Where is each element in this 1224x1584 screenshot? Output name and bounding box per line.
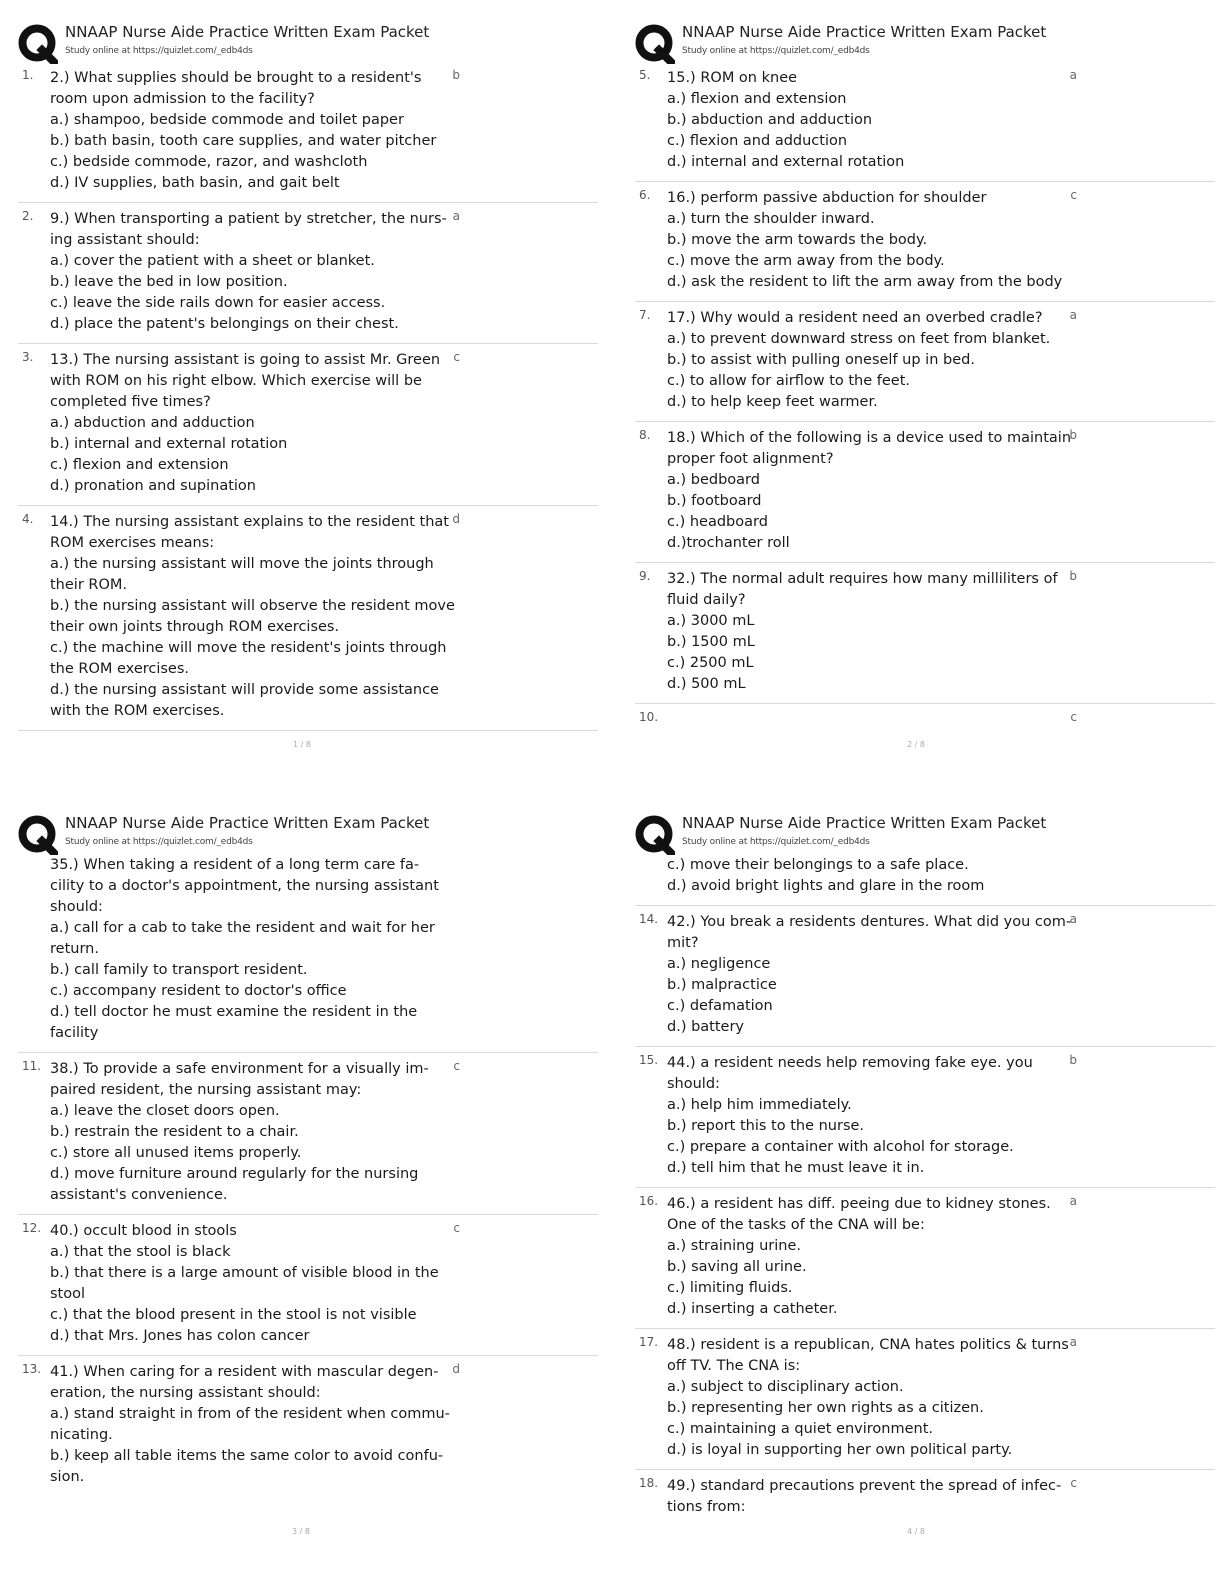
question-number: 14. bbox=[639, 912, 659, 926]
answer-option: b.) report this to the nurse. bbox=[667, 1118, 865, 1134]
answer-key: a bbox=[1069, 68, 1077, 82]
page-number: 1 / 8 bbox=[293, 740, 311, 749]
answer-option: c.) flexion and adduction bbox=[667, 133, 848, 149]
answer-key: a bbox=[1069, 1335, 1077, 1349]
answer-option: d.) avoid bright lights and glare in the room bbox=[667, 878, 985, 894]
answer-key: c bbox=[1070, 188, 1077, 202]
answer-option: d.) that Mrs. Jones has colon cancer bbox=[50, 1328, 310, 1344]
page-number: 2 / 8 bbox=[907, 740, 925, 749]
page-header bbox=[18, 22, 598, 62]
question-card bbox=[18, 62, 598, 203]
question-text bbox=[667, 1188, 1062, 1328]
question-line: should: bbox=[667, 1076, 720, 1092]
question-text bbox=[667, 906, 1072, 1046]
question-number: 13. bbox=[22, 1362, 42, 1376]
page-number: 4 / 8 bbox=[907, 1527, 925, 1536]
answer-key: a bbox=[452, 209, 460, 223]
answer-key: b bbox=[1069, 428, 1077, 442]
question-line: 35.) When taking a resident of a long term care fa- bbox=[50, 857, 420, 873]
answer-option: c.) move the arm away from the body. bbox=[667, 253, 945, 269]
page-number: 3 / 8 bbox=[292, 1527, 310, 1536]
answer-option: b.) internal and external rotation bbox=[50, 436, 288, 452]
study-link[interactable]: Study online at https://quizlet.com/_edb4ds bbox=[65, 46, 253, 56]
question-card bbox=[635, 182, 1215, 302]
answer-option: c.) the machine will move the resident's joints through bbox=[50, 640, 447, 656]
answer-key: c bbox=[453, 1059, 460, 1073]
answer-option: c.) that the blood present in the stool is not visible bbox=[50, 1307, 417, 1323]
answer-option: a.) to prevent downward stress on feet from blanket. bbox=[667, 331, 1051, 347]
question-text bbox=[667, 563, 1062, 703]
page-2 bbox=[635, 22, 1215, 749]
answer-key: b bbox=[1069, 569, 1077, 583]
answer-option: a.) bedboard bbox=[667, 472, 760, 488]
answer-option: nicating. bbox=[50, 1427, 113, 1443]
question-text bbox=[667, 62, 1062, 181]
question-number: 3. bbox=[22, 350, 34, 364]
answer-option: a.) flexion and extension bbox=[667, 91, 847, 107]
question-card bbox=[18, 344, 598, 506]
question-card bbox=[635, 302, 1215, 422]
answer-key: a bbox=[1069, 912, 1077, 926]
question-line: 18.) Which of the following is a device used to maintain bbox=[667, 430, 1072, 446]
quizlet-logo-icon bbox=[18, 24, 58, 64]
question-number: 17. bbox=[639, 1335, 659, 1349]
answer-option: a.) help him immediately. bbox=[667, 1097, 852, 1113]
answer-option: assistant's convenience. bbox=[50, 1187, 228, 1203]
question-line: 32.) The normal adult requires how many milliliters of bbox=[667, 571, 1058, 587]
answer-option: b.) saving all urine. bbox=[667, 1259, 807, 1275]
question-text bbox=[667, 422, 1072, 562]
answer-option: return. bbox=[50, 941, 99, 957]
answer-key: c bbox=[1070, 1476, 1077, 1490]
answer-option: b.) footboard bbox=[667, 493, 762, 509]
question-line: 40.) occult blood in stools bbox=[50, 1223, 237, 1239]
question-number: 7. bbox=[639, 308, 651, 322]
question-line: 48.) resident is a republican, CNA hates politics & turns bbox=[667, 1337, 1069, 1353]
answer-option: b.) that there is a large amount of visible blood in the bbox=[50, 1265, 439, 1281]
page-header bbox=[18, 813, 598, 853]
question-card bbox=[635, 1329, 1215, 1470]
question-line: 14.) The nursing assistant explains to the resident that bbox=[50, 514, 449, 530]
question-line: 17.) Why would a resident need an overbed cradle? bbox=[667, 310, 1043, 326]
answer-option: a.) cover the patient with a sheet or blanket. bbox=[50, 253, 375, 269]
answer-option: a.) the nursing assistant will move the joints through bbox=[50, 556, 434, 572]
quizlet-logo-icon bbox=[635, 815, 675, 855]
page-title: NNAAP Nurse Aide Practice Written Exam Packet bbox=[682, 23, 1047, 41]
answer-option: a.) abduction and adduction bbox=[50, 415, 255, 431]
answer-option: c.) limiting fluids. bbox=[667, 1280, 793, 1296]
answer-option: b.) call family to transport resident. bbox=[50, 962, 308, 978]
question-card bbox=[635, 422, 1215, 563]
question-line: 41.) When caring for a resident with mascular degen- bbox=[50, 1364, 439, 1380]
answer-key: c bbox=[453, 1221, 460, 1235]
answer-option: d.) internal and external rotation bbox=[667, 154, 905, 170]
answer-option: sion. bbox=[50, 1469, 85, 1485]
card-list bbox=[635, 853, 1215, 1526]
answer-option: b.) to assist with pulling oneself up in bed. bbox=[667, 352, 975, 368]
question-text bbox=[667, 302, 1062, 421]
question-text bbox=[667, 1047, 1062, 1187]
answer-option: d.) place the patent's belongings on their chest. bbox=[50, 316, 399, 332]
answer-option: with the ROM exercises. bbox=[50, 703, 225, 719]
question-line: cility to a doctor's appointment, the nursing assistant bbox=[50, 878, 439, 894]
answer-option: b.) keep all table items the same color to avoid confu- bbox=[50, 1448, 444, 1464]
card-list bbox=[18, 62, 598, 731]
answer-option: b.) bath basin, tooth care supplies, and water pitcher bbox=[50, 133, 437, 149]
answer-option: c.) move their belongings to a safe place. bbox=[667, 857, 969, 873]
question-number: 16. bbox=[639, 1194, 659, 1208]
answer-option: d.) move furniture around regularly for the nursing bbox=[50, 1166, 419, 1182]
question-line: with ROM on his right elbow. Which exercise will be bbox=[50, 373, 422, 389]
answer-option: d.) ask the resident to lift the arm away from the body bbox=[667, 274, 1063, 290]
answer-option: stool bbox=[50, 1286, 86, 1302]
answer-option: a.) call for a cab to take the resident and wait for her bbox=[50, 920, 435, 936]
question-text bbox=[50, 62, 445, 202]
question-line: 42.) You break a residents dentures. What did you com- bbox=[667, 914, 1072, 930]
question-text bbox=[50, 1356, 450, 1496]
question-number: 18. bbox=[639, 1476, 659, 1490]
answer-option: d.) 500 mL bbox=[667, 676, 746, 692]
answer-key: c bbox=[1070, 710, 1077, 724]
answer-option: c.) maintaining a quiet environment. bbox=[667, 1421, 933, 1437]
page-header bbox=[635, 22, 1215, 62]
page-3 bbox=[18, 813, 598, 1536]
answer-option: c.) store all unused items properly. bbox=[50, 1145, 302, 1161]
question-number: 1. bbox=[22, 68, 34, 82]
question-card bbox=[18, 1215, 598, 1356]
question-card-continued bbox=[635, 853, 1215, 906]
answer-option: d.) IV supplies, bath basin, and gait belt bbox=[50, 175, 340, 191]
page-1 bbox=[18, 22, 598, 749]
question-line: 15.) ROM on knee bbox=[667, 70, 798, 86]
question-card bbox=[635, 1470, 1215, 1526]
answer-key: c bbox=[453, 350, 460, 364]
question-card bbox=[635, 906, 1215, 1047]
question-text bbox=[50, 853, 445, 1052]
question-text bbox=[50, 203, 445, 343]
answer-key: a bbox=[1069, 308, 1077, 322]
answer-key: b bbox=[1069, 1053, 1077, 1067]
answer-option: b.) 1500 mL bbox=[667, 634, 755, 650]
question-line: 16.) perform passive abduction for shoulder bbox=[667, 190, 987, 206]
answer-option: a.) negligence bbox=[667, 956, 771, 972]
question-card bbox=[18, 203, 598, 344]
question-line: off TV. The CNA is: bbox=[667, 1358, 801, 1374]
study-link[interactable]: Study online at https://quizlet.com/_edb4ds bbox=[65, 837, 253, 847]
answer-option: c.) 2500 mL bbox=[667, 655, 754, 671]
question-card bbox=[635, 1188, 1215, 1329]
answer-option: b.) representing her own rights as a citizen. bbox=[667, 1400, 984, 1416]
question-number: 5. bbox=[639, 68, 651, 82]
question-line: proper foot alignment? bbox=[667, 451, 834, 467]
answer-option: d.) battery bbox=[667, 1019, 745, 1035]
question-card bbox=[635, 1047, 1215, 1188]
question-line: 13.) The nursing assistant is going to assist Mr. Green bbox=[50, 352, 441, 368]
question-card bbox=[635, 62, 1215, 182]
answer-option: a.) leave the closet doors open. bbox=[50, 1103, 280, 1119]
answer-key: a bbox=[1069, 1194, 1077, 1208]
answer-option: d.)trochanter roll bbox=[667, 535, 790, 551]
page-title: NNAAP Nurse Aide Practice Written Exam Packet bbox=[65, 814, 430, 832]
answer-option: d.) tell him that he must leave it in. bbox=[667, 1160, 925, 1176]
page-title: NNAAP Nurse Aide Practice Written Exam Packet bbox=[682, 814, 1047, 832]
page-4 bbox=[635, 813, 1215, 1536]
question-text bbox=[667, 1329, 1069, 1469]
answer-option: b.) abduction and adduction bbox=[667, 112, 873, 128]
question-card bbox=[18, 1053, 598, 1215]
question-line: mit? bbox=[667, 935, 699, 951]
answer-option: their own joints through ROM exercises. bbox=[50, 619, 340, 635]
question-text bbox=[50, 344, 445, 505]
question-line: 38.) To provide a safe environment for a visually im- bbox=[50, 1061, 429, 1077]
answer-option: c.) accompany resident to doctor's office bbox=[50, 983, 347, 999]
answer-option: c.) leave the side rails down for easier access. bbox=[50, 295, 386, 311]
question-number: 11. bbox=[22, 1059, 42, 1073]
question-line: should: bbox=[50, 899, 103, 915]
question-line: 9.) When transporting a patient by stretcher, the nurs- bbox=[50, 211, 447, 227]
question-text bbox=[667, 182, 1062, 301]
answer-option: the ROM exercises. bbox=[50, 661, 190, 677]
question-line: eration, the nursing assistant should: bbox=[50, 1385, 321, 1401]
answer-option: d.) pronation and supination bbox=[50, 478, 256, 494]
question-number: 4. bbox=[22, 512, 34, 526]
question-text bbox=[50, 506, 455, 730]
question-number: 9. bbox=[639, 569, 651, 583]
question-line: completed five times? bbox=[50, 394, 211, 410]
study-link[interactable]: Study online at https://quizlet.com/_edb4ds bbox=[682, 46, 870, 56]
question-line: 49.) standard precautions prevent the spread of infec- bbox=[667, 1478, 1062, 1494]
answer-option: c.) headboard bbox=[667, 514, 768, 530]
answer-option: d.) to help keep feet warmer. bbox=[667, 394, 878, 410]
answer-option: facility bbox=[50, 1025, 99, 1041]
question-line: 46.) a resident has diff. peeing due to kidney stones. bbox=[667, 1196, 1051, 1212]
question-text bbox=[667, 1470, 1062, 1526]
answer-option: a.) straining urine. bbox=[667, 1238, 801, 1254]
question-text bbox=[667, 853, 1062, 905]
answer-option: c.) defamation bbox=[667, 998, 773, 1014]
answer-key: b bbox=[452, 68, 460, 82]
quizlet-logo-icon bbox=[18, 815, 58, 855]
card-list bbox=[635, 62, 1215, 734]
question-number: 6. bbox=[639, 188, 651, 202]
question-text bbox=[50, 1053, 445, 1214]
question-line: fluid daily? bbox=[667, 592, 746, 608]
answer-option: a.) stand straight in from of the resident when commu- bbox=[50, 1406, 450, 1422]
answer-option: their ROM. bbox=[50, 577, 128, 593]
answer-key: d bbox=[452, 512, 460, 526]
question-number: 8. bbox=[639, 428, 651, 442]
question-line: ROM exercises means: bbox=[50, 535, 215, 551]
answer-option: b.) the nursing assistant will observe the resident move bbox=[50, 598, 455, 614]
question-line: One of the tasks of the CNA will be: bbox=[667, 1217, 925, 1233]
answer-option: a.) turn the shoulder inward. bbox=[667, 211, 875, 227]
question-text bbox=[50, 1215, 445, 1355]
answer-option: c.) flexion and extension bbox=[50, 457, 229, 473]
question-number: 15. bbox=[639, 1053, 659, 1067]
question-line: 44.) a resident needs help removing fake eye. you bbox=[667, 1055, 1033, 1071]
answer-option: d.) is loyal in supporting her own political party. bbox=[667, 1442, 1013, 1458]
question-number: 10. bbox=[639, 710, 659, 724]
answer-option: c.) to allow for airflow to the feet. bbox=[667, 373, 911, 389]
page-header bbox=[635, 813, 1215, 853]
question-number: 12. bbox=[22, 1221, 42, 1235]
question-line: paired resident, the nursing assistant may: bbox=[50, 1082, 362, 1098]
question-number: 2. bbox=[22, 209, 34, 223]
answer-option: a.) 3000 mL bbox=[667, 613, 755, 629]
question-line: tions from: bbox=[667, 1499, 746, 1515]
question-card bbox=[18, 1356, 598, 1496]
card-list bbox=[18, 853, 598, 1496]
answer-key: d bbox=[452, 1362, 460, 1376]
question-card bbox=[635, 563, 1215, 704]
study-link[interactable]: Study online at https://quizlet.com/_edb4ds bbox=[682, 837, 870, 847]
quizlet-logo-icon bbox=[635, 24, 675, 64]
answer-option: b.) move the arm towards the body. bbox=[667, 232, 928, 248]
question-line: room upon admission to the facility? bbox=[50, 91, 315, 107]
answer-option: b.) restrain the resident to a chair. bbox=[50, 1124, 299, 1140]
answer-option: a.) shampoo, bedside commode and toilet paper bbox=[50, 112, 404, 128]
answer-option: b.) malpractice bbox=[667, 977, 777, 993]
answer-option: d.) inserting a catheter. bbox=[667, 1301, 838, 1317]
answer-option: b.) leave the bed in low position. bbox=[50, 274, 288, 290]
answer-option: a.) subject to disciplinary action. bbox=[667, 1379, 904, 1395]
answer-option: d.) tell doctor he must examine the resident in the bbox=[50, 1004, 418, 1020]
answer-option: d.) the nursing assistant will provide some assistance bbox=[50, 682, 439, 698]
question-card bbox=[18, 506, 598, 731]
page-title: NNAAP Nurse Aide Practice Written Exam Packet bbox=[65, 23, 430, 41]
question-line: 2.) What supplies should be brought to a resident's bbox=[50, 70, 422, 86]
answer-option: c.) bedside commode, razor, and washcloth bbox=[50, 154, 368, 170]
answer-option: c.) prepare a container with alcohol for storage. bbox=[667, 1139, 1014, 1155]
answer-option: a.) that the stool is black bbox=[50, 1244, 231, 1260]
question-card bbox=[635, 704, 1215, 734]
question-line: ing assistant should: bbox=[50, 232, 200, 248]
question-card-continued bbox=[18, 853, 598, 1053]
